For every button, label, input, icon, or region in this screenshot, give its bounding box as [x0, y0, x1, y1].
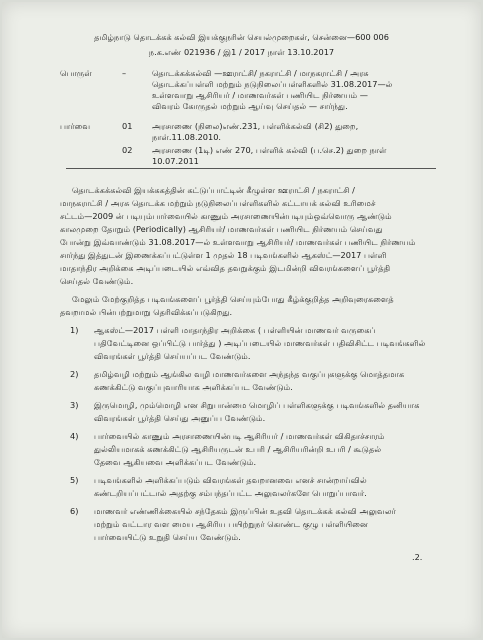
reference-line: நாள்.11.08.2010.: [152, 132, 222, 142]
paragraph-line: மாநகராட்சி / அரசு தொடக்க மற்றும் நடுநிலைப்பள்ளிகளில் கட்டாயக் கல்வி உரிமைச்: [60, 198, 376, 208]
subject-dash: –: [122, 68, 127, 78]
paragraph-line: மேலும் மேற்குறித்த படிவங்களைப் பூர்த்தி செய்யும்போது கீழ்க்குறித்த அறிவுரைகளைத்: [72, 294, 394, 304]
item-line: தேவை ஆகியவை அளிக்கப்பட வேண்டும்.: [94, 457, 257, 467]
reference-line: அரசாணை (1டி) எண் 270, பள்ளிக் கல்வி (ப.செ.2) துறை நாள்: [152, 145, 387, 155]
subject-label: பொருள்: [60, 68, 92, 78]
paragraph-line: தவறாமல் பின்பற்றுமாறு தெரிவிக்கப்படுகிறது.: [60, 307, 233, 317]
document-page: [2, 2, 481, 638]
item-line: மற்றும் வட்டார வள மைய ஆசிரிய பயிற்றுநர் கொண்ட குழு பள்ளியினை: [94, 519, 368, 529]
section-divider: [66, 168, 436, 169]
subject-line: உள்ளவாறு ஆசிரியர் / மாணவர்கள் பணியிட நிர்ணயம் —: [152, 90, 368, 100]
header-reference-line: ந.க.எண் 021936 / இ1 / 2017 நாள் 13.10.2017: [148, 47, 335, 57]
item-line: துல்லியமாகக் கணக்கிட்டு ஆசிரியருடன் உபரி / ஆசிரியரின்றி உபரி / கூடுதல்: [94, 444, 382, 454]
paragraph-line: தொடக்கக்கல்வி இயக்ககத்தின் கட்டுப்பாட்டின் கீழுள்ள ஊராட்சி / நகராட்சி /: [72, 185, 355, 195]
reference-line: அரசாணை (நிலை)எண்.231, பள்ளிக்கல்வி (சி2) துறை,: [152, 121, 359, 131]
item-number: 6): [70, 506, 79, 516]
paragraph-line: சட்டம்—2009 ன் படியும்பார்வையில் காணும் அரசாணையின்படியும்ஒவ்வொரு ஆண்டும்: [60, 211, 392, 221]
item-line: விவரங்கள் பூர்த்தி செய்யப்பட வேண்டும்.: [94, 351, 251, 361]
page-number: .2.: [412, 552, 423, 562]
header-office-line: தமிழ்நாடு தொடக்கக் கல்வி இயக்குநரின் செயல்முறைகள், சென்னை—600 006: [94, 32, 389, 42]
paragraph-line: போன்று இவ்வாண்டும் 31.08.2017—ல் உள்ளவாறு ஆசிரியர்/ மாணவர்கள் பணியிட நிர்ணயம்: [60, 237, 416, 247]
item-line: இருமொழி, மும்மொழி என சிறுபான்மை மொழிப் பள்ளிகளுக்கு படிவங்களில் தனியாக: [94, 400, 420, 410]
item-line: பார்வையில் காணும் அரசாணையின்படி ஆசிரியர் / மாணவர்கள் விகிதாச்சாரம்: [94, 431, 385, 441]
item-number: 1): [70, 325, 79, 335]
paragraph-line: செய்தல் வேண்டும்.: [60, 276, 134, 286]
reference-number: 01: [122, 121, 133, 131]
subject-line: விவரம் கோருதல் மற்றும் ஆய்வு செய்தல் — சார்ந்து.: [152, 101, 348, 111]
item-number: 3): [70, 400, 79, 410]
item-line: பதிவேட்டினை ஒப்பிட்டு பார்த்து ) அடிப்படையில் மாணவர்கள் பதிவிசிட்ட படிவங்களில்: [94, 338, 426, 348]
reference-line: 10.07.2011: [152, 156, 199, 166]
item-number: 2): [70, 369, 79, 379]
paragraph-line: காலமுறை தோறும் (Periodically) ஆசிரியர்/ மாணவர்கள் பணியிட நிர்ணயம் செய்வது: [60, 224, 383, 234]
item-line: படிவங்களில் அளிக்கப்படும் விவரங்கள் தவறானவை எனச் சான்றாய்வில்: [94, 475, 367, 485]
item-line: மாணவர் எண்ணிக்கையில் சந்தேகம் இருப்பின் உதவி தொடக்கக் கல்வி அலுவலர்: [94, 506, 396, 516]
item-line: விவரங்கள் பூர்த்தி செய்து அனுப்ப வேண்டும்.: [94, 413, 266, 423]
item-line: ஆகஸ்ட்—2017 பள்ளி மாதாந்திர அறிக்கை ( பள்ளியின் மாணவர் வருகைப்: [94, 325, 376, 335]
item-number: 5): [70, 475, 79, 485]
subject-line: தொடக்கப்பள்ளி மற்றும் நடுநிலைப்பள்ளிகளில் 31.08.2017—ல்: [152, 79, 393, 89]
item-line: கண்டறியப்பட்டால் அதற்கு சம்பந்தப்பட்ட அலுவலர்களே பொறுப்பாவர்.: [94, 488, 367, 498]
paragraph-line: மாதாந்திர அறிக்கை அடிப்படையில் எவ்வித தவறுக்கும் இடமின்றி விவரங்களைப் பூர்த்தி: [60, 263, 391, 273]
item-line: கணக்கிட்டு வகுப்புவாரியாக அளிக்கப்பட வேண்டும்.: [94, 382, 293, 392]
item-line: பார்வையிட்டு உறுதி செய்ய வேண்டும்.: [94, 532, 241, 542]
item-number: 4): [70, 431, 79, 441]
item-line: தமிழ்வழி மற்றும் ஆங்கில வழி மாணவர்களை அந்தந்த வகுப்புகளுக்கு மொத்தமாக: [94, 369, 405, 379]
reference-label: பார்வை: [60, 121, 91, 131]
paragraph-line: சார்ந்து இத்துடன் இணைக்கப்பட்டுள்ள 1 முதல் 18 படிவங்களில் ஆகஸ்ட்—2017 பள்ளி: [60, 250, 387, 260]
subject-line: தொடக்கக்கல்வி —ஊராட்சி/ நகராட்சி / மாநகராட்சி / அரசு: [152, 68, 369, 78]
reference-number: 02: [122, 145, 133, 155]
